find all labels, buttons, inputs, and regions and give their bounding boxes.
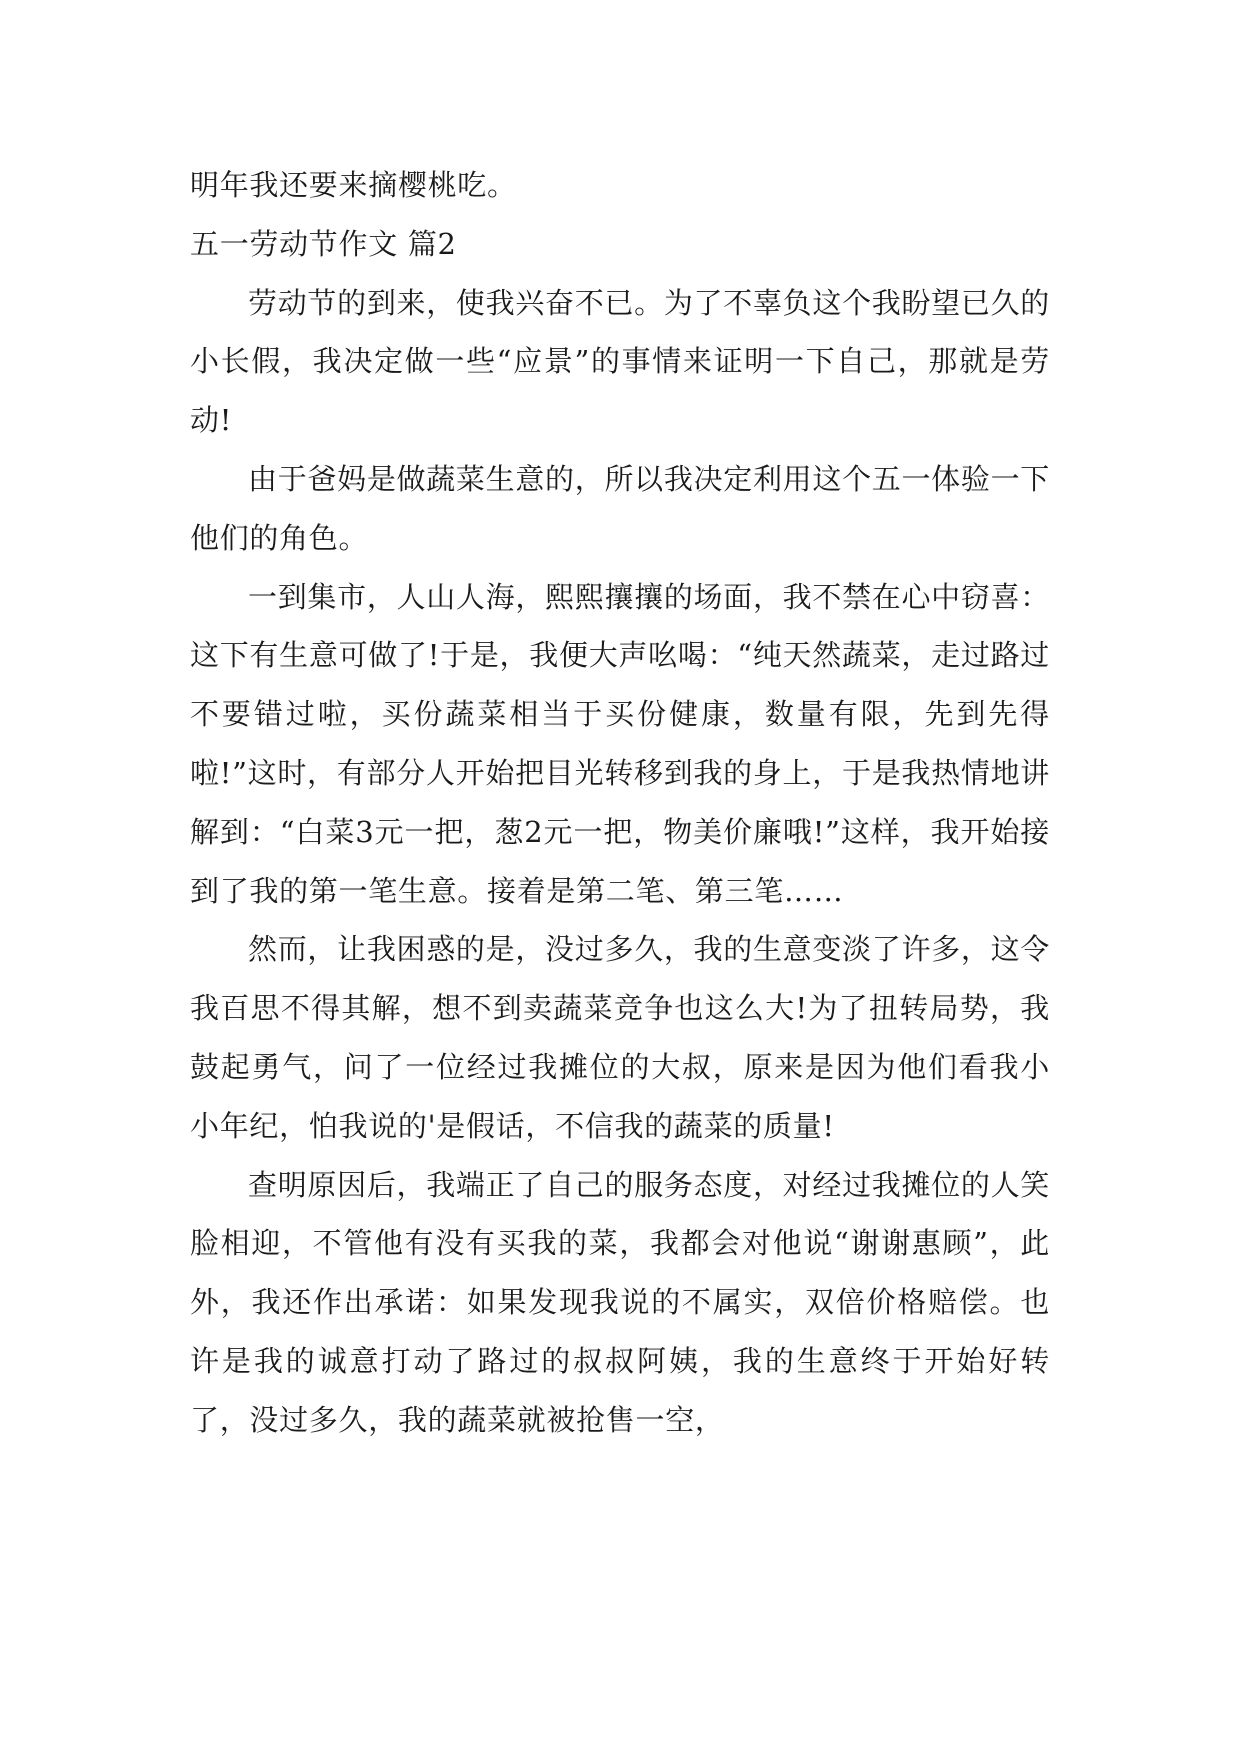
paragraph: 一到集市，人山人海，熙熙攘攘的场面，我不禁在心中窃喜：这下有生意可做了!于是，我便大声吆喝：“纯天然蔬菜，走过路过不要错过啦，买份蔬菜相当于买份健康，数量有限，先到先得啦!”这时，有部分人开始把目光转移到我的身上，于是我热情地讲解到：“白菜3元一把，葱2元一把，物美价廉哦!”这样，我开始接到了我的第一笔生意。接着是第二笔、第三笔…… — [190, 579, 1050, 908]
essay-heading: 五一劳动节作文 篇2 — [190, 226, 457, 261]
paragraph: 然而，让我困惑的是，没过多久，我的生意变淡了许多，这令我百思不得其解，想不到卖蔬菜竞争也这么大!为了扭转局势，我鼓起勇气，问了一位经过我摊位的大叔，原来是因为他们看我小小年纪，怕我说的'是假话，不信我的蔬菜的质量! — [190, 932, 1050, 1143]
paragraph: 劳动节的到来，使我兴奋不已。为了不辜负这个我盼望已久的小长假，我决定做一些“应景”的事情来证明一下自己，那就是劳动! — [190, 285, 1050, 438]
paragraph: 查明原因后，我端正了自己的服务态度，对经过我摊位的人笑脸相迎，不管他有没有买我的菜，我都会对他说“谢谢惠顾”，此外，我还作出承诺：如果发现我说的不属实，双倍价格赔偿。也许是我的诚意打动了路过的叔叔阿姨，我的生意终于开始好转了，没过多久，我的蔬菜就被抢售一空， — [190, 1167, 1050, 1437]
document-body — [190, 156, 1050, 1450]
paragraph-continuation: 明年我还要来摘樱桃吃。 — [190, 168, 517, 202]
paragraph: 由于爸妈是做蔬菜生意的，所以我决定利用这个五一体验一下他们的角色。 — [190, 461, 1050, 555]
